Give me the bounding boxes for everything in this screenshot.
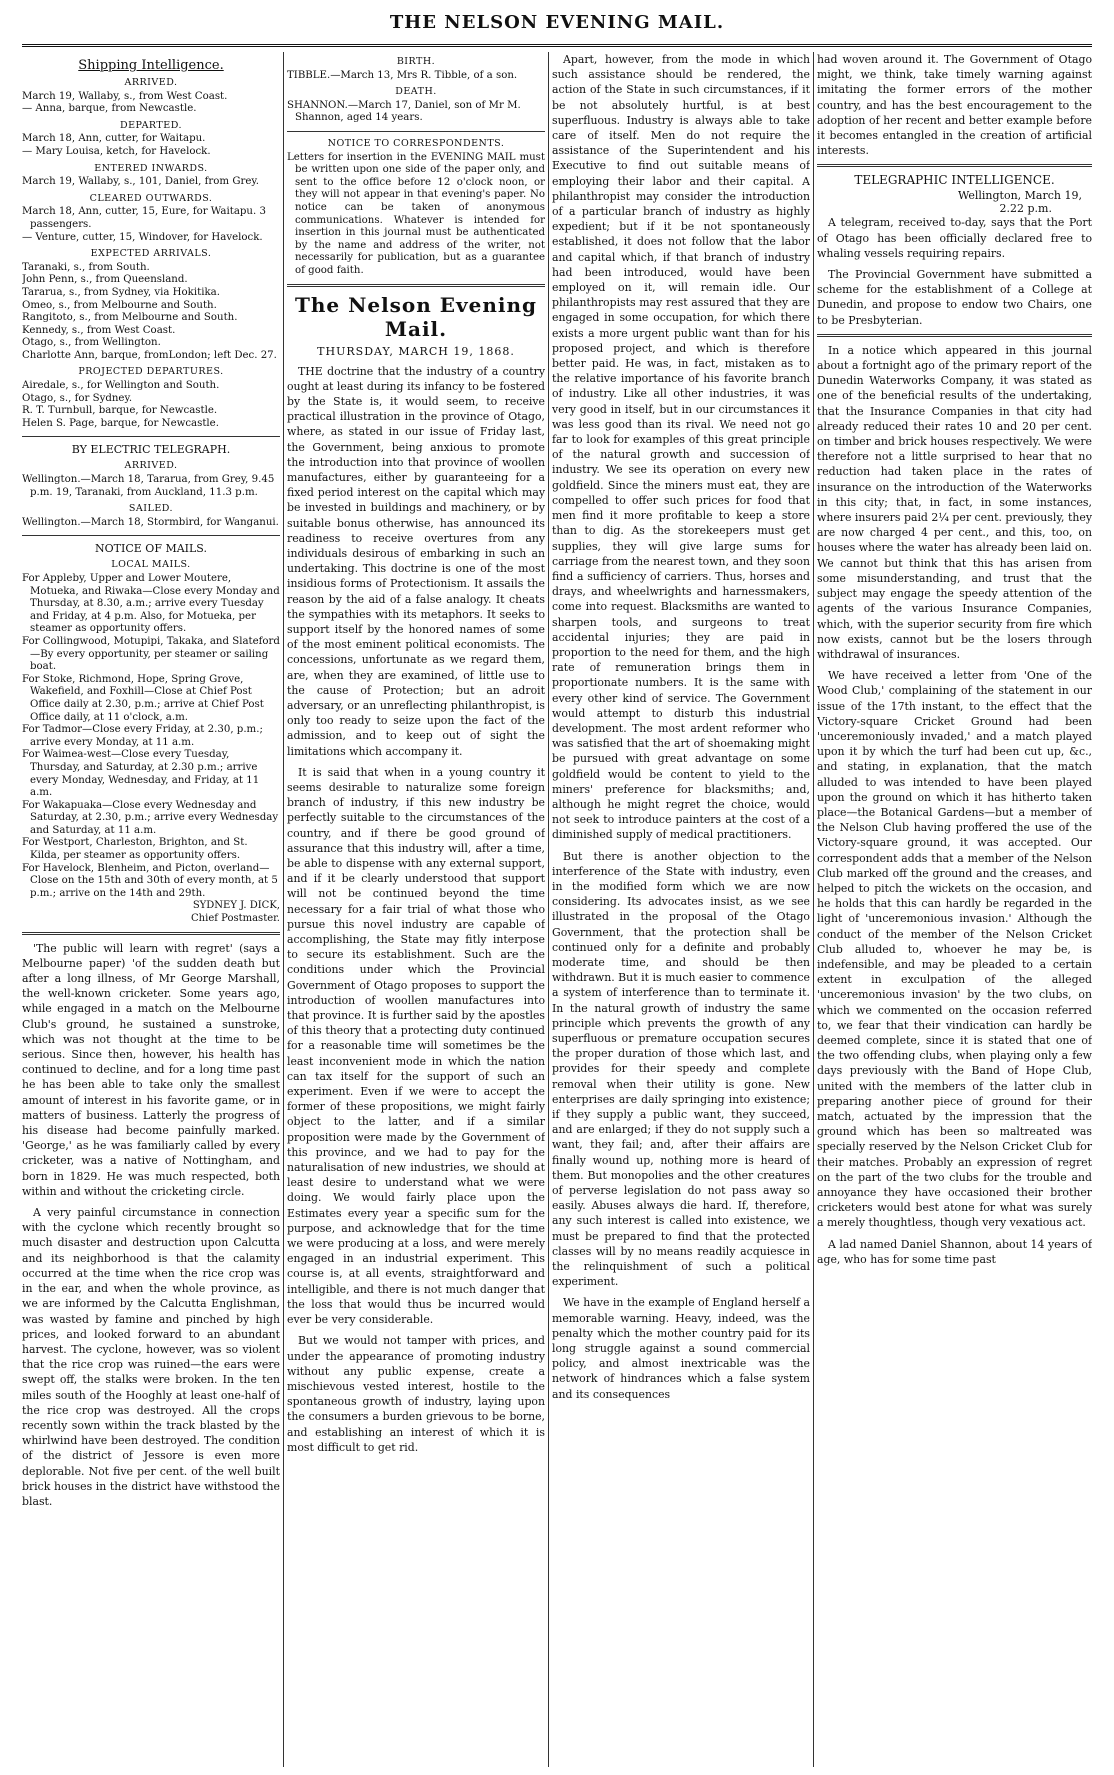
paragraph: Apart, however, from the mode in which such assistance should be rendered, the action of the State in such circumstances, if it be not absolutely hurtful, is at best superfluous. Industry is always able to take care of itself. Men do not require the assistance of the Superintendent and his Executive to find out suitable means of employing their labor and their capital. A philanthropist may consider the introduction of a particular branch of industry as highly expedient; but if it be not spontaneously established, it does not follow that the labor and capital which, if that branch of industry had been introduced, would have been employed on it, will remain idle. Our philanthropists may rest assured that they are engaged in some occupation, for which there exists a more urgent public want than for his proposed project, and which is therefore better paid. He was, in fact, mistaken as to the relative importance of his favorite branch of industry. Like all other industries, it was very good in itself, but in our circumstances it was less good than its rival. We need not go far to look for examples of this great principle of the natural growth and succession of industry. We see its operation on every new goldfield. Since the miners must eat, they are compelled to offer such prices for food that men find it more profitable to keep a store than to dig. As the storekeepers must get supplies, they will give large sums for carriage from the nearest town, and they soon find a sufficiency of carriers. Thus, horses and drays, and wheelwrights and harnessmakers, come into request. Blacksmiths are wanted to sharpen tools, and surgeons to treat accidental injuries; they are paid in proportion to the need for them, and the high rate of remuneration brings them in proportionate numbers. It is the same with every other kind of service. The Government would attempt to disturb this industrial development. The most ardent reformer who was satisfied that the art of shoemaking might be pursued with great advantage on some goldfield would be content to yield to the miners' preference for blacksmiths; and, although he might regret the choice, would not seek to introduce painters at the cost of a diminished supply of medical practitioners. (552, 53, 810, 842)
telegraph-time: 2.22 p.m. (999, 202, 1052, 216)
list-item: For Wakapuaka—Close every Wednesday and Saturday, at 2.30, p.m.; arrive every Wednesday and Saturday, at 11 a.m. (22, 799, 279, 836)
paragraph: But there is another objection to the interference of the State with industry, even in the modified form which we are now considering. Its advocates insist, as we see illustrated in the proposal of the Otago Government, that the protection shall be continued only for a definite and probably moderate time, and should be then withdrawn. But it is much easier to commence a system of interference than to terminate it. In the natural growth of industry the same principle which prevents the growth of any superfluous or premature occupation secures the proper duration of those which last, and provides for their speedy and complete removal when their utility is gone. New enterprises are daily springing into existence; if they supply a public want, they succeed, and are enlarged; if they do not supply such a want, they fail; and, after their affairs are finally wound up, nothing more is heard of them. But monopolies and the other creatures of perverse legislation do not pass away so easily. Abuses always die hard. If, therefore, any such interest is called into existence, we must be prepared to find that the protected classes will by no means readily acquiesce in the relinquishment of such a political experiment. (552, 849, 810, 1289)
correspondents-heading: NOTICE TO CORRESPONDENTS. (327, 137, 505, 149)
paper-title: The Nelson Evening Mail. (294, 292, 538, 341)
paragraph: A lad named Daniel Shannon, about 14 years of age, who has for some time past (817, 1237, 1092, 1266)
signature-name: SYDNEY J. DICK, (192, 900, 280, 912)
telegraph-place: Wellington, March 19, (957, 189, 1082, 203)
separator (22, 932, 280, 935)
list-item: March 18, Ann, cutter, for Waitapu. (22, 133, 206, 145)
list-item: For Havelock, Blenheim, and Picton, overland—Close on the 15th and 30th of every month, at 5 p.m.; arrive on the 14th and 29th. (22, 862, 278, 899)
paragraph: We have received a letter from 'One of the Wood Club,' complaining of the statement in our issue of the 17th instant, to the effect that the Victory-square Cricket Ground had been 'unceremoniously invaded,' and a match played upon it by which the turf had been cut up, &c., and stating, in explanation, that the match alluded to was intended to have been played upon the ground on which it has hitherto taken place—the Botanical Gardens—but a member of the Nelson Club having proffered the use of the Victory-square ground, it was accepted. Our correspondent adds that a member of the Nelson Club marked off the ground and the creases, and helped to pitch the wickets on the occasion, and he holds that this can hardly be regarded in the light of 'unceremonious invasion.' Although the conduct of the member of the Nelson Cricket Club alluded to, whoever he may be, is indefensible, and may be pleaded to a certain extent in exculpation of the alleged 'unceremonious invasion' by the two clubs, on which we commented on the occasion referred to, we fear that their vindication can hardly be deemed complete, since it is stated that one of the two offending clubs, when playing only a few days previously with the Band of Hope Club, united with the members of the latter club in preparing another piece of ground for their match, actuated by the impression that the ground which has been so maltreated was specially reserved by the Nelson Cricket Club for their matches. Probably an expression of regret on the part of the two clubs for the trouble and annoyance they have occasioned their brother cricketers would best atone for what was surely a merely thoughtless, though very vexatious act. (817, 669, 1092, 1230)
article-col4 (817, 343, 1092, 1267)
column-divider (813, 52, 814, 1767)
death-notice: SHANNON.—March 17, Daniel, son of Mr M. Shannon, aged 14 years. (287, 99, 521, 124)
list-item: — Mary Louisa, ketch, for Havelock. (22, 145, 211, 157)
list-item: For Westport, Charleston, Brighton, and St. Kilda, per steamer as opportunity offers. (22, 837, 248, 862)
article-col4-cont (817, 52, 1092, 158)
list-item: For Collingwood, Motupipi, Takaka, and Slateford—By every opportunity, per steamer or sailing boat. (22, 635, 280, 673)
shipping-section (22, 77, 280, 430)
article-col2 (287, 364, 545, 1455)
telegraph-heading: BY ELECTRIC TELEGRAPH. (71, 443, 231, 457)
notices-section (287, 56, 545, 278)
list-item: March 18, Ann, cutter, 15, Eure, for Waitapu. 3 passengers. (22, 206, 266, 230)
list-item: Helen S. Page, barque, for Newcastle. (22, 417, 219, 429)
telegraph-body (817, 215, 1092, 327)
list-item: Otago, s., from Wellington. (22, 337, 161, 349)
list-item: — Venture, cutter, 15, Windover, for Havelock. (22, 231, 263, 243)
death-heading: DEATH. (395, 86, 437, 98)
projected-heading: PROJECTED DEPARTURES. (78, 366, 224, 378)
birth-notice: TIBBLE.—March 13, Mrs R. Tibble, of a son. (287, 69, 518, 81)
article-col1 (22, 941, 280, 1510)
correspondents-notice: Letters for insertion in the EVENING MAIL must be written upon one side of the paper only, and sent to the office before 12 o'clock noon, or they will not appear in that evening's paper. No notice can be taken of anonymous communications. Whatever is intended for insertion in this journal must be authenticated by the name and address of the writer, not necessarily for publication, but as a guarantee of good faith. (287, 151, 545, 276)
list-item: Charlotte Ann, barque, fromLondon; left Dec. 27. (22, 349, 277, 361)
separator (817, 334, 1092, 337)
local-mails-heading: LOCAL MAILS. (111, 559, 191, 571)
column-3 (552, 52, 810, 1408)
paragraph: 'The public will learn with regret' (says a Melbourne paper) 'of the sudden death but after a long illness, of Mr George Marshall, the well-known cricketer. Some years ago, while engaged in a match on the Melbourne Club's ground, he sustained a sunstroke, which was not thought at the time to be serious. Since then, however, his health has continued to decline, and for a long time past he has been able to take only the smallest amount of interest in his favorite game, or in matters of business. Latterly the progress of his disease had become painfully marked. 'George,' as he was familiarly called by every cricketer, was a native of Nottingham, and born in 1829. He was much respected, both within and without the cricketing circle. (22, 941, 280, 1198)
paragraph: We have in the example of England herself a memorable warning. Heavy, indeed, was the penalty which the mother country paid for its long struggle against a sound commercial policy, and almost inextricable was the network of hindrances which a false system and its consequences (552, 1296, 810, 1401)
separator (287, 131, 545, 132)
telegraphic-heading: TELEGRAPHIC INTELLIGENCE. (854, 173, 1055, 188)
list-item: Kennedy, s., from West Coast. (22, 324, 176, 336)
list-item: Tararua, s., from Sydney, via Hokitika. (22, 286, 220, 298)
list-item: R. T. Turnbull, barque, for Newcastle. (22, 405, 218, 417)
column-divider (283, 52, 284, 1767)
paragraph: In a notice which appeared in this journal about a fortnight ago of the primary report of the Dunedin Waterworks Company, it was stated as one of the beneficial results of the undertaking, that the Insurance Companies in that city had already reduced their rates 10 and 20 per cent. on timber and brick houses respectively. We were therefore not a little surprised to hear that no reduction had taken place in the rates of insurance on the introduction of the Waterworks in this city; that, in fact, in some instances, where insurers paid 2¼ per cent. previously, they are now charged 4 per cent., and this, too, on houses where the water has already been laid on. We cannot but think that this has arisen from some misunderstanding, and trust that the subject may engage the speedy attention of the agents of the various Insurance Companies, which, with the superior security from fire which now exists, cannot but be the losers through withdrawal of insurances. (817, 343, 1092, 661)
list-item: Airedale, s., for Wellington and South. (22, 380, 220, 392)
cleared-heading: CLEARED OUTWARDS. (89, 192, 213, 204)
list-item: — Anna, barque, from Newcastle. (22, 103, 197, 115)
separator (22, 535, 280, 536)
list-item: For Appleby, Upper and Lower Moutere, Motueka, and Riwaka—Close every Monday and Thursday, at 8.30, a.m.; arrive every Tuesday and Friday, at 4 p.m. Also, for Motueka, per steamer as opportunity offers. (22, 573, 280, 635)
column-2 (287, 52, 545, 1461)
paragraph: But we would not tamper with prices, and under the appearance of promoting industry without any public expense, create a mischievous vested interest, hostile to the spontaneous growth of industry, laying upon the consumers a burden grievous to be borne, and establishing an interest of which it is most difficult to get rid. (287, 1334, 545, 1454)
list-item: March 19, Wallaby, s., from West Coast. (22, 90, 228, 102)
list-item: Taranaki, s., from South. (22, 261, 150, 273)
list-item: Wellington.—March 18, Stormbird, for Wanganui. (22, 516, 279, 528)
arrived-heading: ARRIVED. (124, 77, 178, 88)
separator (287, 284, 545, 287)
list-item: For Tadmor—Close every Friday, at 2.30, p.m.; arrive every Monday, at 11 a.m. (22, 724, 263, 748)
separator (22, 436, 280, 437)
mails-heading: NOTICE OF MAILS. (95, 542, 207, 556)
column-4 (817, 52, 1092, 1273)
column-divider (548, 52, 549, 1767)
tel-sailed-heading: SAILED. (128, 503, 174, 515)
shipping-title: Shipping Intelligence. (78, 58, 224, 73)
article-col3 (552, 52, 810, 1402)
paragraph: The Provincial Government have submitted a scheme for the establishment of a College at Dunedin, and propose to endow two Chairs, one to be Presbyterian. (817, 268, 1092, 327)
departed-heading: DEPARTED. (120, 119, 182, 131)
list-item: John Penn, s., from Queensland. (22, 274, 188, 286)
paragraph: A telegram, received to-day, says that the Port of Otago has been officially declared free to whaling vessels requiring repairs. (817, 216, 1092, 260)
mails-section (22, 559, 280, 925)
list-item: Omeo, s., from Melbourne and South. (22, 299, 217, 311)
list-item: Otago, s., for Sydney. (22, 392, 133, 404)
birth-heading: BIRTH. (396, 56, 436, 67)
dateline: THURSDAY, MARCH 19, 1868. (317, 344, 515, 358)
paragraph: A very painful circumstance in connection with the cyclone which recently brought so much disaster and destruction upon Calcutta and its neighborhood is that the calamity occurred at the time when the rice crop was in the ear, and when the whole province, as we are informed by the Calcutta Englishman, was wasted by famine and pinched by high prices, and looked forward to an abundant harvest. The cyclone, however, was so violent that the rice crop was ruined—the ears were swept off, the stalks were broken. In the ten miles south of the Hooghly at least one-half of the rice crop was destroyed. All the crops recently sown within the track blasted by the whirlwind have been destroyed. The condition of the district of Jessore is even more deplorable. Not five per cent. of the well built brick houses in the district have withstood the blast. (22, 1206, 280, 1508)
masthead: THE NELSON EVENING MAIL. (389, 12, 725, 33)
list-item: Rangitoto, s., from Melbourne and South. (22, 312, 238, 324)
telegraph-section (22, 460, 280, 529)
signature-title: Chief Postmaster. (191, 913, 280, 925)
column-1 (22, 52, 280, 1515)
list-item: March 19, Wallaby, s., 101, Daniel, from Grey. (22, 176, 260, 188)
expected-heading: EXPECTED ARRIVALS. (90, 248, 212, 260)
list-item: For Stoke, Richmond, Hope, Spring Grove, Wakefield, and Foxhill—Close at Chief Post Office daily at 2.30, p.m.; arrive at Chief Post Office daily, at 11 o'clock, a.m. (22, 673, 264, 723)
paragraph: THE doctrine that the industry of a country ought at least during its infancy to be fostered by the State is, it would seem, to receive practical illustration in the province of Otago, where, as stated in our issue of Friday last, the Government, being anxious to promote the introduction into that province of woollen manufactures, either by guaranteeing for a fixed period interest on the capital which may be invested in buildings and machinery, or by suitable bonus otherwise, has announced its readiness to receive overtures from any individuals desirous of embarking in such an undertaking. This doctrine is one of the most insidious forms of Protectionism. It assails the reason by the aid of a false analogy. It cheats the sympathies with its metaphors. It seeks to support itself by the honored names of some of the most eminent political economists. The concessions, unfortunate as we regard them, are, when they are examined, of little use to the cause of Protection; but an adroit adversary, or an unreflecting philanthropist, is only too ready to seize upon the fact of the admission, and to keep out of sight the limitations which accompany it. (287, 364, 545, 758)
entered-heading: ENTERED INWARDS. (94, 162, 208, 174)
list-item: For Waimea-west—Close every Tuesday, Thursday, and Saturday, at 2.30 p.m.; arrive every Monday, Wednesday, and Friday, at 11 a.m. (22, 749, 260, 799)
paragraph: It is said that when in a young country it seems desirable to naturalize some foreign branch of industry, if this new industry be perfectly suitable to the circumstances of the country, and if there be good ground of assurance that this industry will, after a time, be able to dispense with any external support, and if it be clearly understood that support will not be continued beyond the time necessary for a fair trial of what those who pursue this novel industry are capable of accomplishing, the State may fitly interpose to secure its establishment. Such are the conditions under which the Provincial Government of Otago proposes to support the introduction of woollen manufactures into that province. It is further said by the apostles of this theory that a protecting duty continued for a reasonable time will sometimes be the least inconvenient mode in which the nation can tax itself for the support of such an experiment. Even if we were to accept the former of these propositions, we might fairly object to the latter, and if a similar proposition were made by the Government of this province, and we had to pay for the naturalisation of new industries, we should at least desire to understand what we were doing. We would fairly place upon the Estimates every year a specific sum for the purpose, and acknowledge that for the time we were producing at a loss, and were merely engaged in an industrial experiment. This course is, at all events, straightforward and intelligible, and there is not much danger that the loss that would thus be incurred would ever be very considerable. (287, 765, 545, 1327)
paragraph: had woven around it. The Government of Otago might, we think, take timely warning against imitating the former errors of the mother country, and has the best encouragement to the adoption of her recent and better example before it becomes entangled in the creation of artificial interests. (817, 53, 1092, 158)
tel-arrived-heading: ARRIVED. (124, 460, 178, 472)
masthead-rule (22, 44, 1092, 47)
separator (817, 164, 1092, 167)
list-item: Wellington.—March 18, Tararua, from Grey, 9.45 p.m. 19, Taranaki, from Auckland, 11.3 p.m. (22, 474, 275, 498)
